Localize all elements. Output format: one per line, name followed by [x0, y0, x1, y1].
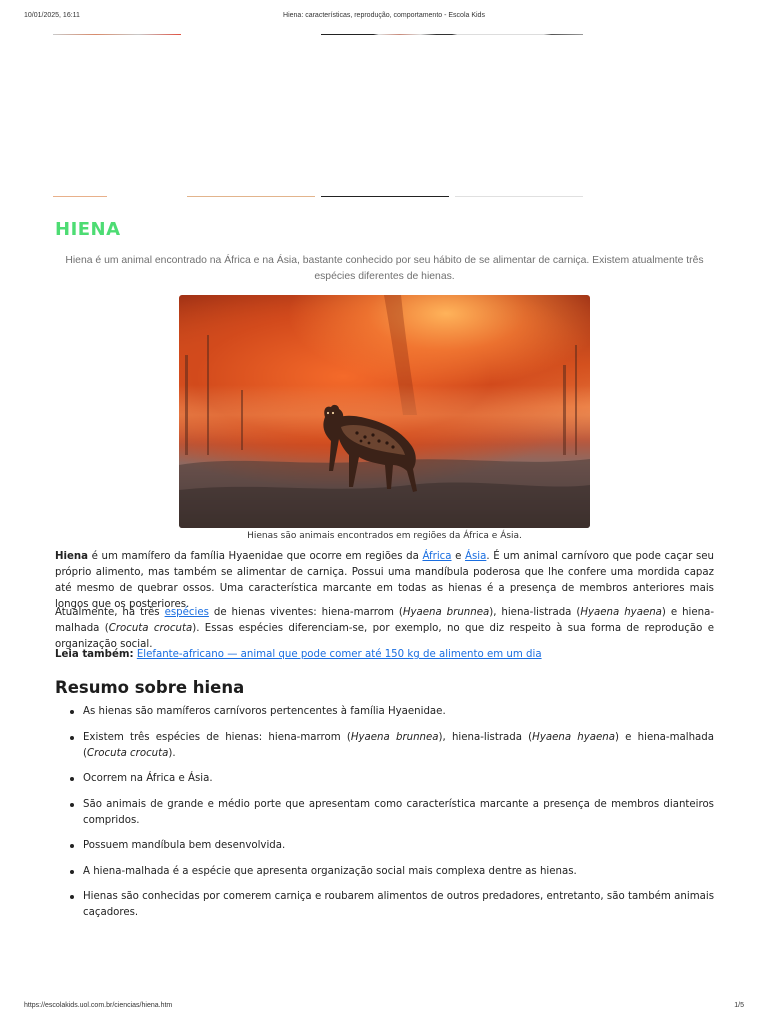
summary-heading: Resumo sobre hiena	[55, 678, 245, 697]
paragraph-species: Atualmente, há três espécies de hienas viventes: hiena-marrom (Hyaena brunnea), hiena-listrada (Hyaena hyaena) e hiena-malhada (Crocuta crocuta). Essas espécies diferenciam-se, por exemplo, no que diz respeito à sua forma de reprodução e organização social.	[55, 607, 715, 650]
ad-banner-edge	[321, 196, 449, 197]
species-name: Hyaena hyaena	[580, 607, 662, 618]
list-item: As hienas são mamíferos carnívoros pertencentes à família Hyaenidae.	[55, 704, 714, 720]
ad-banner-edge	[53, 196, 107, 197]
ad-banner-edge	[187, 196, 315, 197]
species-name: Hyaena brunnea	[402, 607, 490, 618]
bullet-icon	[70, 777, 74, 781]
ad-banner-edge	[53, 34, 181, 35]
list-item: Existem três espécies de hienas: hiena-marrom (Hyaena brunnea), hiena-listrada (Hyaena hyaena) e hiena-malhada (Crocuta crocuta).	[55, 730, 714, 762]
link-africa[interactable]: África	[422, 551, 452, 562]
species-name: Crocuta crocuta	[108, 623, 193, 634]
bullet-icon	[70, 736, 74, 740]
ad-banner-edge	[321, 34, 583, 35]
list-item: Hienas são conhecidas por comerem carniça e roubarem alimentos de outros predadores, entretanto, são também animais caçadores.	[55, 889, 714, 921]
link-elefante-africano[interactable]: Elefante-africano — animal que pode comer até 150 kg de alimento em um dia	[136, 649, 542, 660]
list-item: A hiena-malhada é a espécie que apresenta organização social mais complexa dentre as hienas.	[55, 864, 714, 880]
summary-list	[55, 704, 714, 931]
bullet-icon	[70, 844, 74, 848]
read-also	[55, 647, 714, 663]
paragraph-definition: Hiena é um mamífero da família Hyaenidae que ocorre em regiões da África e Ásia. É um animal carnívoro que pode caçar seu próprio alimento, mas também se alimentar de carniça. Possui uma mandíbula poderosa que lhe confere uma mordida capaz até mesmo de quebrar ossos. Uma característica marcante em todas as hienas é a presença de membros anteriores mais longos que os posteriores.	[55, 551, 714, 610]
list-item: Possuem mandíbula bem desenvolvida.	[55, 838, 714, 854]
link-asia[interactable]: Ásia	[465, 551, 487, 562]
bullet-icon	[70, 803, 74, 807]
read-also-label: Leia também:	[55, 649, 134, 660]
bullet-icon	[70, 870, 74, 874]
bullet-icon	[70, 895, 74, 899]
hyena-photo-illustration	[179, 295, 590, 528]
bullet-icon	[70, 710, 74, 714]
print-url: https://escolakids.uol.com.br/ciencias/hiena.htm	[24, 1002, 173, 1009]
print-header	[24, 12, 744, 24]
article-title: HIENA	[55, 219, 121, 240]
print-footer	[24, 1002, 744, 1014]
print-page-number: 1/5	[734, 1002, 744, 1009]
hyena-photo	[179, 295, 590, 528]
image-caption: Hienas são animais encontrados em regiões da África e Ásia.	[247, 531, 522, 541]
list-item: São animais de grande e médio porte que apresentam como característica marcante a presença de membros dianteiros compridos.	[55, 797, 714, 829]
print-date: 10/01/2025, 16:11	[24, 12, 80, 19]
list-item: Ocorrem na África e Ásia.	[55, 771, 714, 787]
ad-banner-edge	[455, 196, 583, 197]
article-intro: Hiena é um animal encontrado na África e na Ásia, bastante conhecido por seu hábito de se alimentar de carniça. Existem atualmente três espécies diferentes de hienas.	[65, 255, 704, 282]
print-page-title: Hiena: características, reprodução, comportamento - Escola Kids	[283, 12, 485, 19]
term-hiena: Hiena	[55, 551, 89, 562]
link-especies[interactable]: espécies	[164, 607, 209, 618]
